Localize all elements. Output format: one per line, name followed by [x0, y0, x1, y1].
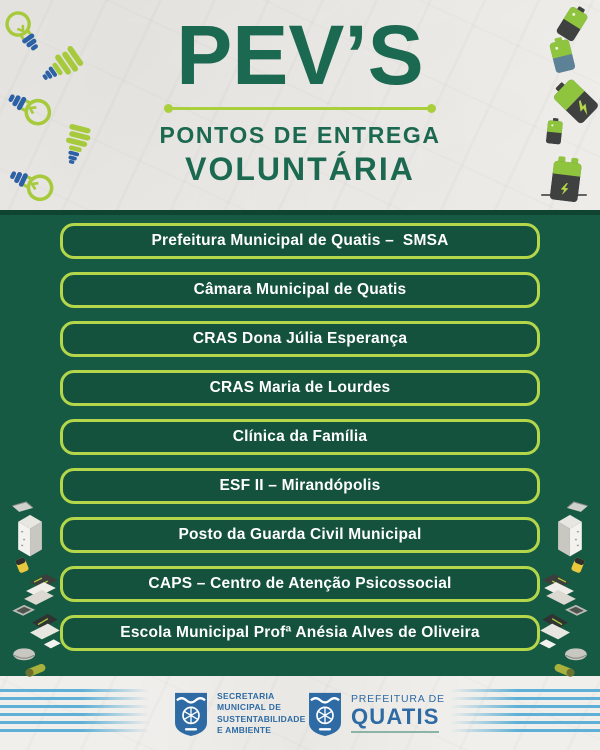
location-pill	[60, 517, 540, 553]
divider-line	[172, 107, 428, 110]
title-block	[0, 0, 600, 188]
location-pill	[60, 370, 540, 406]
location-label: Clínica da Família	[232, 428, 368, 445]
secretaria-line4: E AMBIENTE	[217, 724, 272, 735]
poster-subtitle-line1: PONTOS DE ENTREGA	[159, 121, 441, 148]
location-pill	[60, 566, 540, 602]
location-pill	[60, 223, 540, 259]
stripes-left	[0, 689, 150, 737]
location-label: ESF II – Mirandópolis	[219, 477, 381, 494]
stripes-right	[450, 689, 600, 737]
prefeitura-line2: QUATIS	[351, 703, 440, 729]
secretaria-line3: SUSTENTABILIDADE	[217, 713, 306, 724]
location-label: Câmara Municipal de Quatis	[193, 281, 407, 298]
secretaria-logo-text	[217, 691, 306, 735]
prefeitura-logo	[306, 690, 445, 737]
battery-ground-line	[541, 194, 587, 196]
tagline-smallprint	[351, 731, 439, 733]
ewaste-doodles-icon	[536, 500, 596, 678]
location-pill	[60, 272, 540, 308]
location-pill	[60, 321, 540, 357]
secretaria-logo	[172, 690, 306, 737]
secretaria-line2: MUNICIPAL DE	[217, 702, 282, 713]
locations-panel	[0, 210, 600, 676]
footer	[0, 676, 600, 750]
location-pill	[60, 419, 540, 455]
poster-title: PEV’S	[176, 8, 424, 102]
location-label: Escola Municipal Profª Anésia Alves de Oliveira	[120, 624, 480, 641]
location-pill	[60, 615, 540, 651]
prefeitura-line1: PREFEITURA DE	[351, 693, 445, 706]
divider-dot-right	[427, 104, 436, 113]
title-divider	[164, 104, 436, 113]
ewaste-doodles-icon	[4, 500, 64, 678]
secretaria-line1: SECRETARIA	[217, 691, 275, 702]
prefeitura-logo-text	[351, 694, 445, 733]
battery-icon	[546, 117, 564, 144]
location-label: Posto da Guarda Civil Municipal	[178, 526, 422, 543]
location-pill	[60, 468, 540, 504]
poster-subtitle-line2: VOLUNTÁRIA	[185, 150, 415, 187]
location-label: CAPS – Centro de Atenção Psicossocial	[148, 575, 452, 592]
location-label: CRAS Maria de Lourdes	[209, 379, 391, 396]
municipal-crest-icon	[172, 690, 210, 737]
location-label: CRAS Dona Júlia Esperança	[192, 330, 408, 347]
location-label: Prefeitura Municipal de Quatis – SMSA	[151, 232, 449, 249]
municipal-crest-icon	[306, 690, 344, 737]
